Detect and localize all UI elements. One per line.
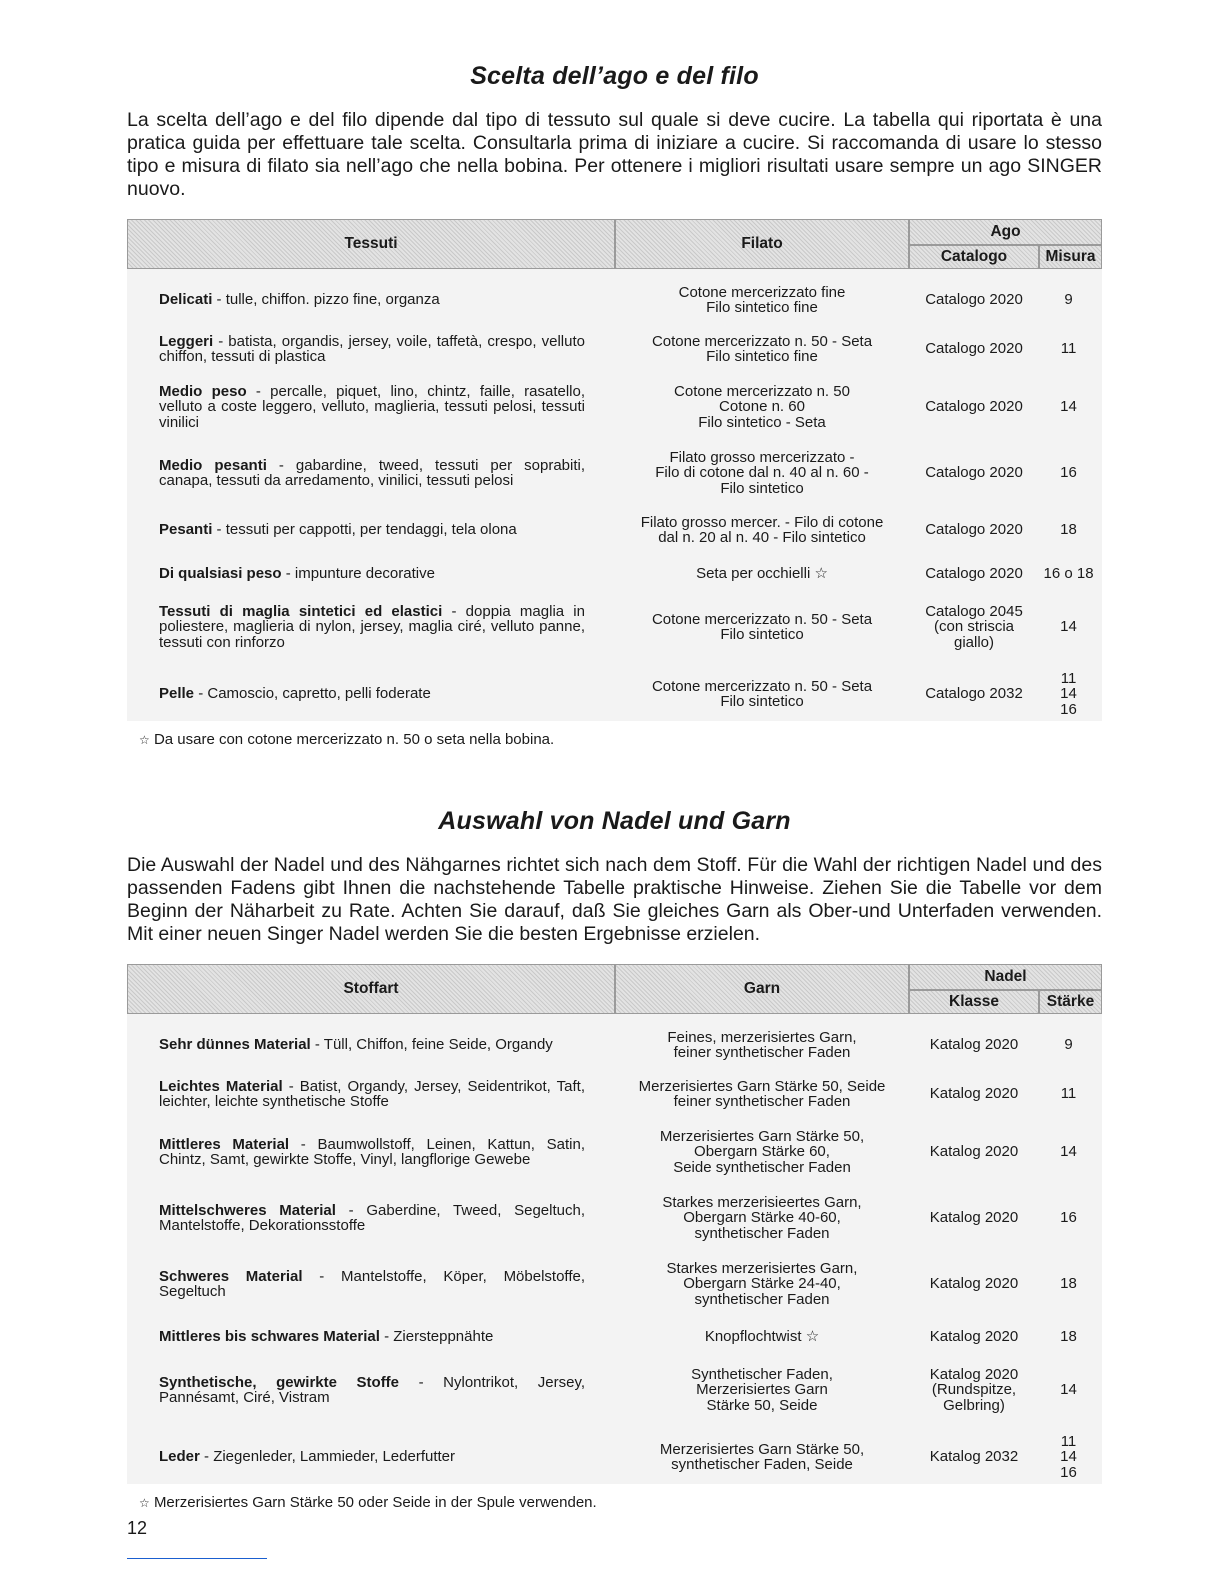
table-row <box>127 1192 1102 1244</box>
thread-cell: Cotone mercerizzato n. 50 - Seta Filo sintetico fine <box>651 332 873 365</box>
german-footnote-text: Merzerisiertes Garn Stärke 50 oder Seide in der Spule verwenden. <box>153 1494 597 1511</box>
thread-cell: Synthetischer Faden, Merzerisiertes Garn Stärke 50, Seide <box>691 1365 833 1414</box>
fabric-description: - gabardine, tweed, tessuti per soprabiti, canapa, tessuti da arredamento, vinilici, tessuti pelosi <box>159 456 585 489</box>
size-cell: 14 <box>1060 1143 1077 1161</box>
table-row <box>127 1258 1102 1310</box>
fabric-label: Mittleres Material <box>159 1135 290 1153</box>
catalog-cell: Katalog 2020 <box>929 1275 1019 1293</box>
table-row <box>127 1324 1102 1350</box>
size-cell: 11 <box>1060 340 1077 358</box>
fabric-description: - Nylontrikot, Jersey, Pannésamt, Ciré, Vistram <box>159 1373 585 1406</box>
fabric-label: Medio pesanti <box>159 456 267 474</box>
star-icon: ☆ <box>139 733 150 747</box>
catalog-cell: Katalog 2020 <box>929 1328 1019 1346</box>
table-row <box>127 1076 1102 1112</box>
thread-cell: Merzerisiertes Garn Stärke 50, Obergarn Stärke 60, Seide synthetischer Faden <box>659 1127 865 1176</box>
thread-cell: Cotone mercerizzato n. 50 - Seta Filo sintetico <box>651 610 873 643</box>
header-thread: Garn <box>615 964 909 1014</box>
table-row <box>127 283 1102 317</box>
header-fabric: Tessuti <box>127 219 615 269</box>
fabric-label: Leggeri <box>159 332 214 350</box>
german-intro: Die Auswahl der Nadel und des Nähgarnes richtet sich nach dem Stoff. Für die Wahl der richtigen Nadel und des passenden Fadens gibt Ihnen die nachstehende Tabelle praktische Hinweise. Ziehen Sie die Tabelle vor dem Beginn der Näharbeit zu Rate. Achten Sie darauf, daß Sie gleiches Garn als Ober-und Unterfaden verwenden. Mit einer neuen Singer Nadel werden Sie die besten Ergebnisse erzielen. <box>127 854 1102 945</box>
catalog-cell: Catalogo 2020 <box>925 565 1023 583</box>
fabric-cell <box>127 1430 615 1484</box>
thread-cell: Cotone mercerizzato fine Filo sintetico fine <box>678 283 846 316</box>
size-cell: 16 <box>1060 464 1077 482</box>
fabric-description: - Mantelstoffe, Köper, Möbelstoffe, Segeltuch <box>159 1267 586 1300</box>
table-row <box>127 667 1102 721</box>
catalog-cell: Catalogo 2045 (con striscia giallo) <box>925 602 1023 651</box>
thread-cell: Merzerisiertes Garn Stärke 50, Seide feiner synthetischer Faden <box>638 1077 886 1110</box>
fabric-description: - Gaberdine, Tweed, Segeltuch, Mantelstoffe, Dekorationsstoffe <box>159 1201 585 1234</box>
fabric-label: Pelle <box>159 685 195 703</box>
fabric-label: Synthetische, gewirkte Stoffe <box>159 1373 400 1391</box>
fabric-description: - Batist, Organdy, Jersey, Seidentrikot, Taft, leichter, leichte synthetische Stoffe <box>159 1077 585 1110</box>
fabric-label: Mittleres bis schwares Material <box>159 1328 380 1346</box>
fabric-cell <box>127 667 615 721</box>
fabric-cell <box>127 447 615 499</box>
table-row <box>127 331 1102 367</box>
table-row <box>127 381 1102 433</box>
fabric-cell <box>127 1028 615 1062</box>
size-cell: 14 <box>1060 398 1077 416</box>
section-italian <box>127 58 1102 748</box>
table-row <box>127 1028 1102 1062</box>
size-cell: 16 <box>1060 1209 1077 1227</box>
thread-cell: Starkes merzerisiertes Garn, Obergarn Stärke 24-40, synthetischer Faden <box>666 1259 858 1308</box>
italian-intro: La scelta dell’ago e del filo dipende dal tipo di tessuto sul quale si deve cucire. La tabella qui riportata è una pratica guida per effettuare tale scelta. Consultarla prima di iniziare a cucire. Si raccomanda di usare lo stesso tipo e misura di filato sia nell’ago che nella bobina. Per ottenere i migliori risultati usare sempre un ago SINGER nuovo. <box>127 109 1102 200</box>
german-table-body <box>127 1014 1102 1484</box>
table-row <box>127 1430 1102 1484</box>
fabric-label: Leichtes Material <box>159 1077 283 1095</box>
fabric-label: Schweres Material <box>159 1267 303 1285</box>
fabric-cell <box>127 283 615 317</box>
table-row <box>127 1126 1102 1178</box>
fabric-description: - Ziersteppnähte <box>379 1328 494 1346</box>
thread-cell: Knopflochtwist ☆ <box>704 1328 820 1346</box>
header-catalog: Catalogo <box>909 245 1039 269</box>
catalog-cell: Katalog 2020 <box>929 1085 1019 1103</box>
size-cell: 11 <box>1060 1085 1077 1103</box>
section-german <box>127 803 1102 1511</box>
catalog-cell: Katalog 2020 <box>929 1209 1019 1227</box>
fabric-cell <box>127 1324 615 1350</box>
size-cell: 16 o 18 <box>1043 565 1094 583</box>
fabric-label: Delicati <box>159 291 213 309</box>
catalog-cell: Catalogo 2020 <box>925 521 1023 539</box>
fabric-description: - tessuti per cappotti, per tendaggi, tela olona <box>212 521 517 539</box>
catalog-cell: Catalogo 2020 <box>925 291 1023 309</box>
star-icon: ☆ <box>139 1496 150 1510</box>
italian-table <box>127 219 1102 721</box>
table-row <box>127 513 1102 547</box>
fabric-cell <box>127 1076 615 1112</box>
size-cell: 14 <box>1060 1381 1077 1399</box>
thread-cell: Starkes merzerisieertes Garn, Obergarn Stärke 40-60, synthetischer Faden <box>662 1193 862 1242</box>
thread-cell: Cotone mercerizzato n. 50 - Seta Filo sintetico <box>651 677 873 710</box>
catalog-cell: Katalog 2020 <box>929 1036 1019 1054</box>
fabric-cell <box>127 331 615 367</box>
header-catalog: Klasse <box>909 990 1039 1014</box>
fabric-label: Sehr dünnes Material <box>159 1036 311 1054</box>
page-number: 12 <box>127 1518 148 1538</box>
size-cell: 11 14 16 <box>1060 1432 1077 1481</box>
header-size: Stärke <box>1039 990 1102 1014</box>
fabric-description: - Tüll, Chiffon, feine Seide, Organdy <box>310 1036 553 1054</box>
thread-cell: Filato grosso mercerizzato - Filo di cotone dal n. 40 al n. 60 - Filo sintetico <box>655 448 869 497</box>
table-row <box>127 561 1102 587</box>
thread-cell: Merzerisiertes Garn Stärke 50, synthetischer Faden, Seide <box>659 1440 865 1473</box>
size-cell: 9 <box>1064 291 1073 309</box>
fabric-label: Leder <box>159 1448 200 1466</box>
fabric-description: - Ziegenleder, Lammieder, Lederfutter <box>199 1448 455 1466</box>
size-cell: 18 <box>1060 521 1077 539</box>
thread-cell: Feines, merzerisiertes Garn, feiner synthetischer Faden <box>667 1028 857 1061</box>
italian-footnote-text: Da usare con cotone mercerizzato n. 50 o seta nella bobina. <box>153 731 555 748</box>
fabric-label: Pesanti <box>159 521 213 539</box>
italian-title: Scelta dell’ago e del filo <box>470 62 759 90</box>
size-cell: 11 14 16 <box>1060 669 1077 718</box>
german-footnote <box>139 1494 1102 1511</box>
fabric-cell <box>127 1364 615 1416</box>
table-row <box>127 1364 1102 1416</box>
catalog-cell: Katalog 2032 <box>929 1448 1019 1466</box>
size-cell: 14 <box>1060 618 1077 636</box>
thread-cell: Seta per occhielli ☆ <box>696 565 828 583</box>
fabric-description: - Baumwollstoff, Leinen, Kattun, Satin, Chintz, Samt, gewirkte Stoffe, Vinyl, langflorige Gewebe <box>159 1135 586 1168</box>
fabric-label: Di qualsiasi peso <box>159 565 282 583</box>
fabric-description: - impunture decorative <box>281 565 435 583</box>
fabric-cell <box>127 561 615 587</box>
thread-cell: Cotone mercerizzato n. 50 Cotone n. 60 Filo sintetico - Seta <box>674 382 850 431</box>
fabric-cell <box>127 381 615 433</box>
catalog-cell: Katalog 2020 <box>929 1143 1019 1161</box>
header-size: Misura <box>1039 245 1102 269</box>
catalog-cell: Catalogo 2032 <box>925 685 1023 703</box>
size-cell: 9 <box>1064 1036 1073 1054</box>
size-cell: 18 <box>1060 1328 1077 1346</box>
catalog-cell: Katalog 2020 (Rundspitze, Gelbring) <box>929 1365 1019 1414</box>
catalog-cell: Catalogo 2020 <box>925 398 1023 416</box>
thread-cell: Filato grosso mercer. - Filo di cotone dal n. 20 al n. 40 - Filo sintetico <box>640 513 884 546</box>
german-table <box>127 964 1102 1484</box>
table-row <box>127 447 1102 499</box>
catalog-cell: Catalogo 2020 <box>925 464 1023 482</box>
fabric-description: - doppia maglia in poliestere, maglieria di nylon, jersey, maglia ciré, velluto panne, tessuti con rinforzo <box>159 602 585 651</box>
fabric-label: Tessuti di maglia sintetici ed elastici <box>159 602 443 620</box>
fabric-cell <box>127 1192 615 1244</box>
fabric-cell <box>127 1126 615 1178</box>
header-needle: Nadel <box>909 964 1102 990</box>
fabric-label: Medio peso <box>159 382 247 400</box>
footer-rule <box>127 1558 267 1559</box>
size-cell: 18 <box>1060 1275 1077 1293</box>
fabric-label: Mittelschweres Material <box>159 1201 336 1219</box>
fabric-description: - batista, organdis, jersey, voile, taffetà, crespo, velluto chiffon, tessuti di plastica <box>159 332 585 365</box>
fabric-description: - tulle, chiffon. pizzo fine, organza <box>212 291 440 309</box>
table-row <box>127 601 1102 653</box>
fabric-cell <box>127 601 615 653</box>
header-thread: Filato <box>615 219 909 269</box>
italian-footnote <box>139 731 1102 748</box>
catalog-cell: Catalogo 2020 <box>925 340 1023 358</box>
header-fabric: Stoffart <box>127 964 615 1014</box>
italian-table-body <box>127 269 1102 721</box>
fabric-cell <box>127 513 615 547</box>
fabric-cell <box>127 1258 615 1310</box>
header-needle: Ago <box>909 219 1102 245</box>
german-title: Auswahl von Nadel und Garn <box>438 807 791 835</box>
fabric-description: - Camoscio, capretto, pelli foderate <box>194 685 431 703</box>
fabric-description: - percalle, piquet, lino, chintz, faille, rasatello, velluto a coste leggero, velluto, maglieria, tessuti pelosi, tessuti vinilici <box>159 382 586 431</box>
